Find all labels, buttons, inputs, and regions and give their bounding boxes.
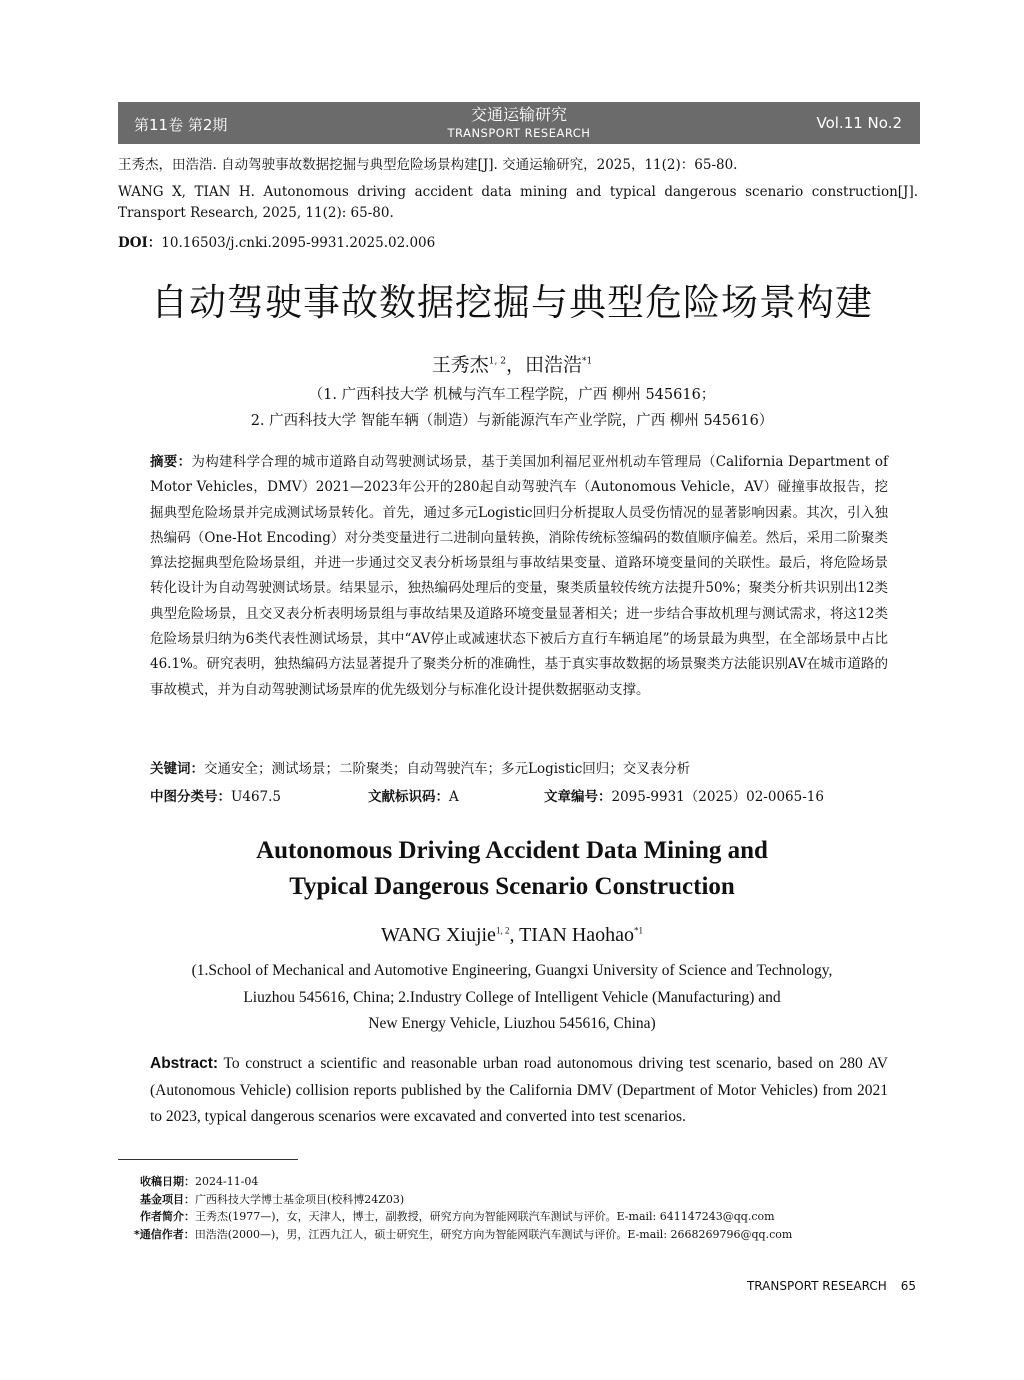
abstract-cn-label: 摘要： [150, 454, 192, 470]
author-en-1-name: WANG Xiujie [380, 924, 496, 946]
author-2-name: 田浩浩 [524, 354, 582, 376]
citation-cn: 王秀杰，田浩浩. 自动驾驶事故数据挖掘与典型危险场景构建[J]. 交通运输研究，2025，11(2)：65-80. [118, 157, 738, 173]
page-footer [747, 1279, 916, 1293]
footnote-divider [118, 1159, 298, 1160]
corresponding-value: 田浩浩(2000—)，男，江西九江人，硕士研究生，研究方向为智能网联汽车测试与评价。E-mail: 2668269796@qq.com [194, 1227, 793, 1241]
journal-header-bar [118, 102, 920, 144]
keywords-label: 关键词： [150, 761, 204, 777]
clc-value: U467.5 [231, 789, 282, 805]
footer-journal-name: TRANSPORT RESEARCH [746, 1279, 887, 1293]
affiliation-en [0, 958, 1024, 1038]
footnote-author [140, 1208, 920, 1226]
journal-name-block [118, 105, 920, 141]
doc-code-label: 文献标识码： [368, 789, 449, 805]
abstract-cn [150, 450, 888, 703]
citation-en: WANG X, TIAN H. Autonomous driving accident data mining and typical dangerous scenario construction[J]. Transport Research, 2025, 11(2): 65-80. [118, 184, 918, 221]
title-cn: 自动驾驶事故数据挖掘与典型危险场景构建 [151, 281, 873, 324]
affiliation-en-line-1: (1.School of Mechanical and Automotive Engineering, Guangxi University of Science and Technology, [191, 962, 833, 979]
author-en-2-name: TIAN Haohao [519, 924, 635, 946]
article-number-label: 文章编号： [544, 789, 612, 805]
author-1-name: 王秀杰 [431, 354, 489, 376]
received-value: 2024-11-04 [195, 1175, 259, 1188]
footnotes [134, 1173, 920, 1243]
author-bio-label: 作者简介： [140, 1210, 195, 1223]
abstract-cn-text: 为构建科学合理的城市道路自动驾驶测试场景，基于美国加利福尼亚州机动车管理局（California Department of Motor Vehicles，DMV）2021—2023年公开的280起自动驾驶汽车（Autonomous Vehicle，AV）碰撞事故报告，挖掘典型危险场景并完成测试场景转化。首先，通过多元Logistic回归分析提取人员受伤情况的显著影响因素。其次，引入独热编码（One-Hot Encoding）对分类变量进行二进制向量转换，消除传统标签编码的数值顺序偏差。然后，采用二阶聚类算法挖掘典型危险场景组，并进一步通过交叉表分析场景组与事故结果变量、道路环境变量间的关联性。最后，将危险场景转化设计为自动驾驶测试场景。结果显示，独热编码处理后的变量，聚类质量较传统方法提升50%；聚类分析共识别出12类典型危险场景，且交叉表分析表明场景组与事故结果及道路环境变量显著相关；进一步结合事故机理与测试需求，将这12类危险场景归纳为6类代表性测试场景，其中“AV停止或减速状态下被后方直行车辆追尾”的场景最为典型，在全部场景中占比46.1%。研究表明，独热编码方法显著提升了聚类分析的准确性，基于真实事故数据的场景聚类方法能识别AV在城市道路的事故模式，并为自动驾驶测试场景库的优先级划分与标准化设计提供数据驱动支撑。 [150, 454, 889, 698]
author-separator: ， [505, 354, 525, 376]
volume-label: Vol.11 No.2 [816, 114, 902, 132]
journal-name-en: TRANSPORT RESEARCH [447, 126, 591, 140]
doi-label: DOI： [118, 235, 162, 251]
author-en-2-sup: *1 [634, 925, 644, 936]
article-number [544, 785, 824, 805]
author-en-separator: , [509, 924, 520, 946]
keywords-text: 交通安全；测试场景；二阶聚类；自动驾驶汽车；多元Logistic回归；交叉表分析 [204, 761, 691, 777]
clc-number [150, 785, 281, 805]
clc-label: 中图分类号： [150, 789, 231, 805]
title-en-line-2: Typical Dangerous Scenario Construction [289, 873, 735, 900]
abstract-en [150, 1051, 888, 1131]
author-1-sup: 1, 2 [488, 356, 506, 367]
issue-label: 第11卷 第2期 [134, 116, 228, 134]
keywords-cn [150, 757, 888, 777]
article-number-value: 2095-9931（2025）02-0065-16 [611, 789, 824, 805]
fund-value: 广西科技大学博士基金项目(校科博24Z03) [195, 1192, 405, 1206]
title-en-line-1: Autonomous Driving Accident Data Mining and [256, 837, 768, 864]
document-code [368, 785, 459, 805]
affiliation-cn-1: （1. 广西科技大学 机械与汽车工程学院，广西 柳州 545616； [308, 387, 716, 403]
corresponding-label: *通信作者： [134, 1227, 195, 1241]
author-en-1-sup: 1, 2 [495, 925, 510, 936]
author-bio-value: 王秀杰(1977—)，女，天津人，博士，副教授，研究方向为智能网联汽车测试与评价。E-mail: 641147243@qq.com [195, 1210, 775, 1223]
authors-en [0, 924, 1024, 947]
affiliation-en-line-2: Liuzhou 545616, China; 2.Industry College of Intelligent Vehicle (Manufacturing) and [243, 988, 781, 1006]
affiliation-en-line-3: New Energy Vehicle, Liuzhou 545616, China) [368, 1015, 656, 1032]
footnote-received [140, 1173, 920, 1191]
author-2-sup: *1 [582, 356, 593, 367]
abstract-en-label: Abstract: [150, 1055, 219, 1072]
fund-label: 基金项目： [140, 1192, 195, 1206]
doi-link[interactable]: 10.16503/j.cnki.2095-9931.2025.02.006 [161, 235, 436, 251]
doc-code-value: A [449, 789, 459, 805]
footnote-corresponding [134, 1226, 920, 1244]
affiliation-cn-2: 2. 广西科技大学 智能车辆（制造）与新能源汽车产业学院，广西 柳州 545616） [250, 413, 774, 429]
journal-name-cn: 交通运输研究 [470, 105, 567, 124]
doi-line [118, 231, 435, 251]
footnote-fund [140, 1191, 920, 1209]
received-label: 收稿日期： [140, 1175, 195, 1188]
page-number: 65 [900, 1279, 916, 1293]
abstract-en-text: To construct a scientific and reasonable urban road autonomous driving test scenario, based on 280 AV (Autonomous Vehicle) collision reports published by the California DMV (Department of Motor Vehicles) from 2021 to 2023, typical dangerous scenarios were excavated and converted into test scenarios. [150, 1055, 888, 1125]
authors-cn [0, 350, 1024, 377]
title-en [0, 833, 1024, 905]
